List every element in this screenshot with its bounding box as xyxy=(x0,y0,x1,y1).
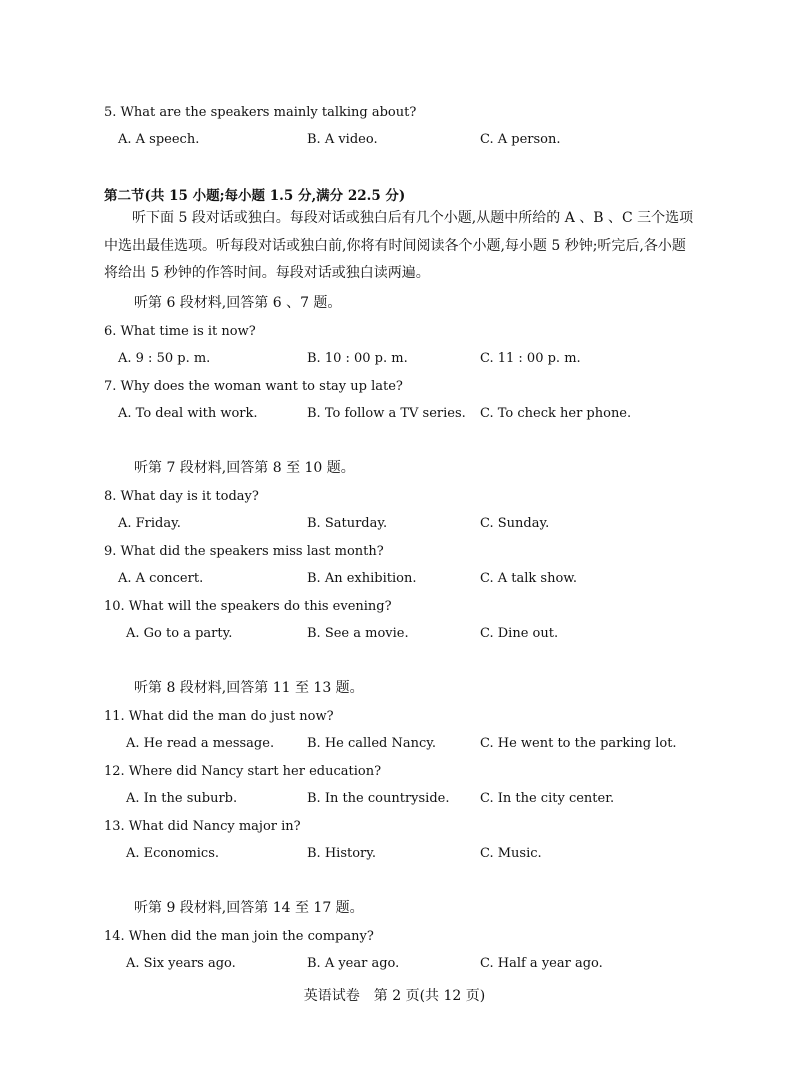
question-10-option-c: C. Dine out. xyxy=(480,626,559,641)
question-12-option-c: C. In the city center. xyxy=(480,791,615,806)
question-6-option-b: B. 10 : 00 p. m. xyxy=(307,351,408,366)
question-8-option-a: A. Friday. xyxy=(118,516,181,531)
question-13-option-b: B. History. xyxy=(307,846,376,861)
material-9-intro: 听第 9 段材料,回答第 14 至 17 题。 xyxy=(134,900,364,916)
question-14-stem: 14. When did the man join the company? xyxy=(104,929,374,944)
material-7-intro: 听第 7 段材料,回答第 8 至 10 题。 xyxy=(134,460,355,476)
question-9-option-a: A. A concert. xyxy=(118,571,204,586)
section-heading: 第二节(共 15 小题;每小题 1.5 分,满分 22.5 分) xyxy=(104,188,406,204)
question-7-option-c: C. To check her phone. xyxy=(480,406,632,421)
question-11-stem: 11. What did the man do just now? xyxy=(104,709,334,724)
question-5-option-a: A. A speech. xyxy=(118,132,200,147)
question-8-option-b: B. Saturday. xyxy=(307,516,388,531)
material-8-intro: 听第 8 段材料,回答第 11 至 13 题。 xyxy=(134,680,364,696)
question-5-option-c: C. A person. xyxy=(480,132,561,147)
question-6-option-a: A. 9 : 50 p. m. xyxy=(118,351,211,366)
question-9-option-b: B. An exhibition. xyxy=(307,571,417,586)
question-5-option-b: B. A video. xyxy=(307,132,378,147)
question-10-option-b: B. See a movie. xyxy=(307,626,409,641)
question-12-option-b: B. In the countryside. xyxy=(307,791,450,806)
question-10-stem: 10. What will the speakers do this evening? xyxy=(104,599,392,614)
question-9-option-c: C. A talk show. xyxy=(480,571,577,586)
question-6-stem: 6. What time is it now? xyxy=(104,324,256,339)
question-10-option-a: A. Go to a party. xyxy=(126,626,233,641)
section-instructions: 听下面 5 段对话或独白。每段对话或独白后有几个小题,从题中所给的 A 、B 、C 三个选项中选出最佳选项。听每段对话或独白前,你将有时间阅读各个小题,每小题 5 秒钟;听完后,各小题将给出 5 秒钟的作答时间。每段对话或独白读两遍。 xyxy=(104,210,694,281)
question-14-option-b: B. A year ago. xyxy=(307,956,400,971)
question-8-option-c: C. Sunday. xyxy=(480,516,550,531)
question-12-option-a: A. In the suburb. xyxy=(126,791,238,806)
question-14-option-c: C. Half a year ago. xyxy=(480,956,603,971)
question-13-option-c: C. Music. xyxy=(480,846,542,861)
question-13-option-a: A. Economics. xyxy=(126,846,220,861)
question-8-stem: 8. What day is it today? xyxy=(104,489,259,504)
question-5-stem: 5. What are the speakers mainly talking about? xyxy=(104,105,417,120)
material-6-intro: 听第 6 段材料,回答第 6 、7 题。 xyxy=(134,295,342,311)
question-11-option-b: B. He called Nancy. xyxy=(307,736,437,751)
question-9-stem: 9. What did the speakers miss last month? xyxy=(104,544,384,559)
question-11-option-c: C. He went to the parking lot. xyxy=(480,736,677,751)
question-6-option-c: C. 11 : 00 p. m. xyxy=(480,351,581,366)
page-footer: 英语试卷 第 2 页(共 12 页) xyxy=(303,988,486,1004)
question-7-stem: 7. Why does the woman want to stay up late? xyxy=(104,379,403,394)
question-14-option-a: A. Six years ago. xyxy=(126,956,236,971)
question-12-stem: 12. Where did Nancy start her education? xyxy=(104,764,382,779)
question-11-option-a: A. He read a message. xyxy=(126,736,275,751)
question-7-option-b: B. To follow a TV series. xyxy=(307,406,466,421)
question-7-option-a: A. To deal with work. xyxy=(118,406,258,421)
question-13-stem: 13. What did Nancy major in? xyxy=(104,819,301,834)
